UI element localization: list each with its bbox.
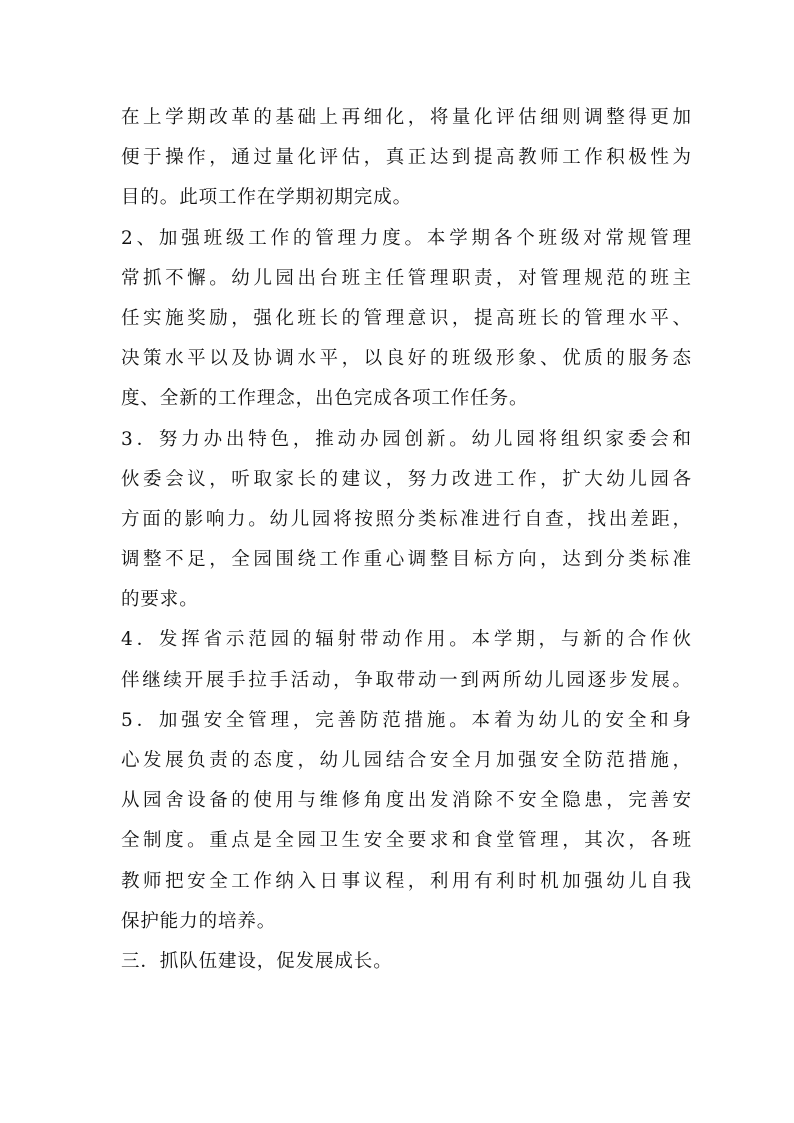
text-line: 目的。此项工作在学期初期完成。 [121,187,413,209]
section-heading: 三．抓队伍建设，促发展成长。 [121,950,393,972]
text-line: 5．加强安全管理，完善防范措施。本着为幼儿的安全和身 [121,709,691,731]
text-line: 伴继续开展手拉手活动，争取带动一到两所幼儿园逐步发展。 [121,669,691,691]
text-line: 2、加强班级工作的管理力度。本学期各个班级对常规管理 [121,227,691,249]
text-line: 任实施奖励，强化班长的管理意识，提高班长的管理水平、 [121,307,691,329]
text-line: 调整不足，全园围绕工作重心调整目标方向，达到分类标准 [121,549,691,571]
text-line: 伙委会议，听取家长的建议，努力改进工作，扩大幼儿园各 [121,468,691,490]
text-line: 4．发挥省示范园的辐射带动作用。本学期，与新的合作伙 [121,629,691,651]
text-line: 的要求。 [121,589,199,611]
text-line: 心发展负责的态度，幼儿园结合安全月加强安全防范措施， [121,750,691,771]
text-line: 常抓不懈。幼儿园出台班主任管理职责，对管理规范的班主 [121,267,691,289]
text-line: 度、全新的工作理念，出色完成各项工作任务。 [121,388,529,410]
text-line: 决策水平以及协调水平，以良好的班级形象、优质的服务态 [121,348,691,370]
text-line: 便于操作，通过量化评估，真正达到提高教师工作积极性为 [121,147,691,169]
text-line: 3．努力办出特色，推动办园创新。幼儿园将组织家委会和 [121,428,691,450]
document-body [121,102,691,986]
text-line: 教师把安全工作纳入日事议程，利用有利时机加强幼儿自我 [121,870,691,892]
text-line: 保护能力的培养。 [121,910,277,932]
text-line: 方面的影响力。幼儿园将按照分类标准进行自查，找出差距， [121,508,691,530]
text-line: 从园舍设备的使用与维修角度出发消除不安全隐患，完善安 [121,790,691,812]
text-line: 在上学期改革的基础上再细化，将量化评估细则调整得更加 [121,107,691,128]
text-line: 全制度。重点是全园卫生安全要求和食堂管理，其次，各班 [121,830,691,852]
